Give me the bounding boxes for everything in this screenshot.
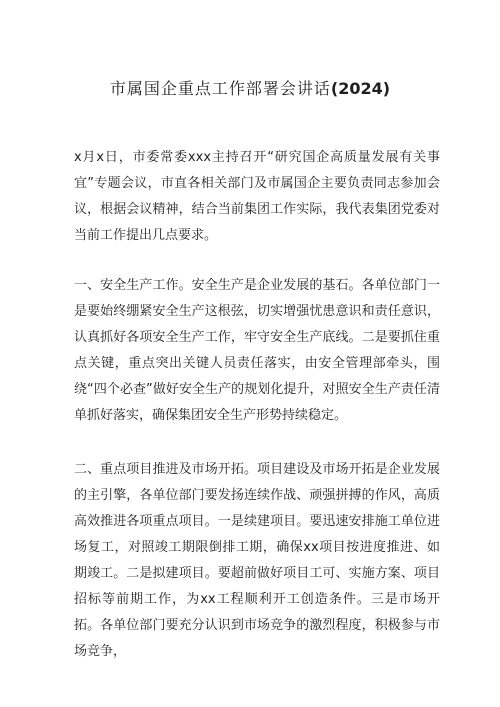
- paragraph-projects: 二、重点项目推进及市场开拓。项目建设及市场开拓是企业发展的主引擎，各单位部门要发扬连续作战、顽强拼搏的作风，高质高效推进各项重点项目。一是续建项目。要迅速安排施工单位进场复工，对照竣工期限倒排工期，确保xx项目按进度推进、如期竣工。二是拟建项目。要超前做好项目工可、实施方案、项目招标等前期工作，为xx工程顺利开工创造条件。三是市场开拓。各单位部门要充分认识到市场竞争的激烈程度，积极参与市场竞争，: [74, 462, 440, 659]
- title-year: (2024): [330, 79, 391, 98]
- page-title: [0, 76, 500, 99]
- paragraph-safety: 一、安全生产工作。安全生产是企业发展的基石。各单位部门一是要始终绷紧安全生产这根弦，切实增强忧患意识和责任意识，认真抓好各项安全生产工作，牢守安全生产底线。二是要抓住重点关键，重点突出关键人员责任落实，由安全管理部牵头，围绕“四个必查”做好安全生产的规划化提升，对照安全生产责任清单抓好落实，确保集团安全生产形势持续稳定。: [74, 278, 440, 423]
- title-main: 市属国企重点工作部署会讲话: [109, 79, 331, 98]
- paragraph-intro: x月x日，市委常委xxx主持召开“研究国企高质量发展有关事宜”专题会议，市直各相关部门及市属国企主要负责同志参加会议，根据会议精神，结合当前集团工作实际，我代表集团党委对当前工作提出几点要求。: [74, 150, 440, 243]
